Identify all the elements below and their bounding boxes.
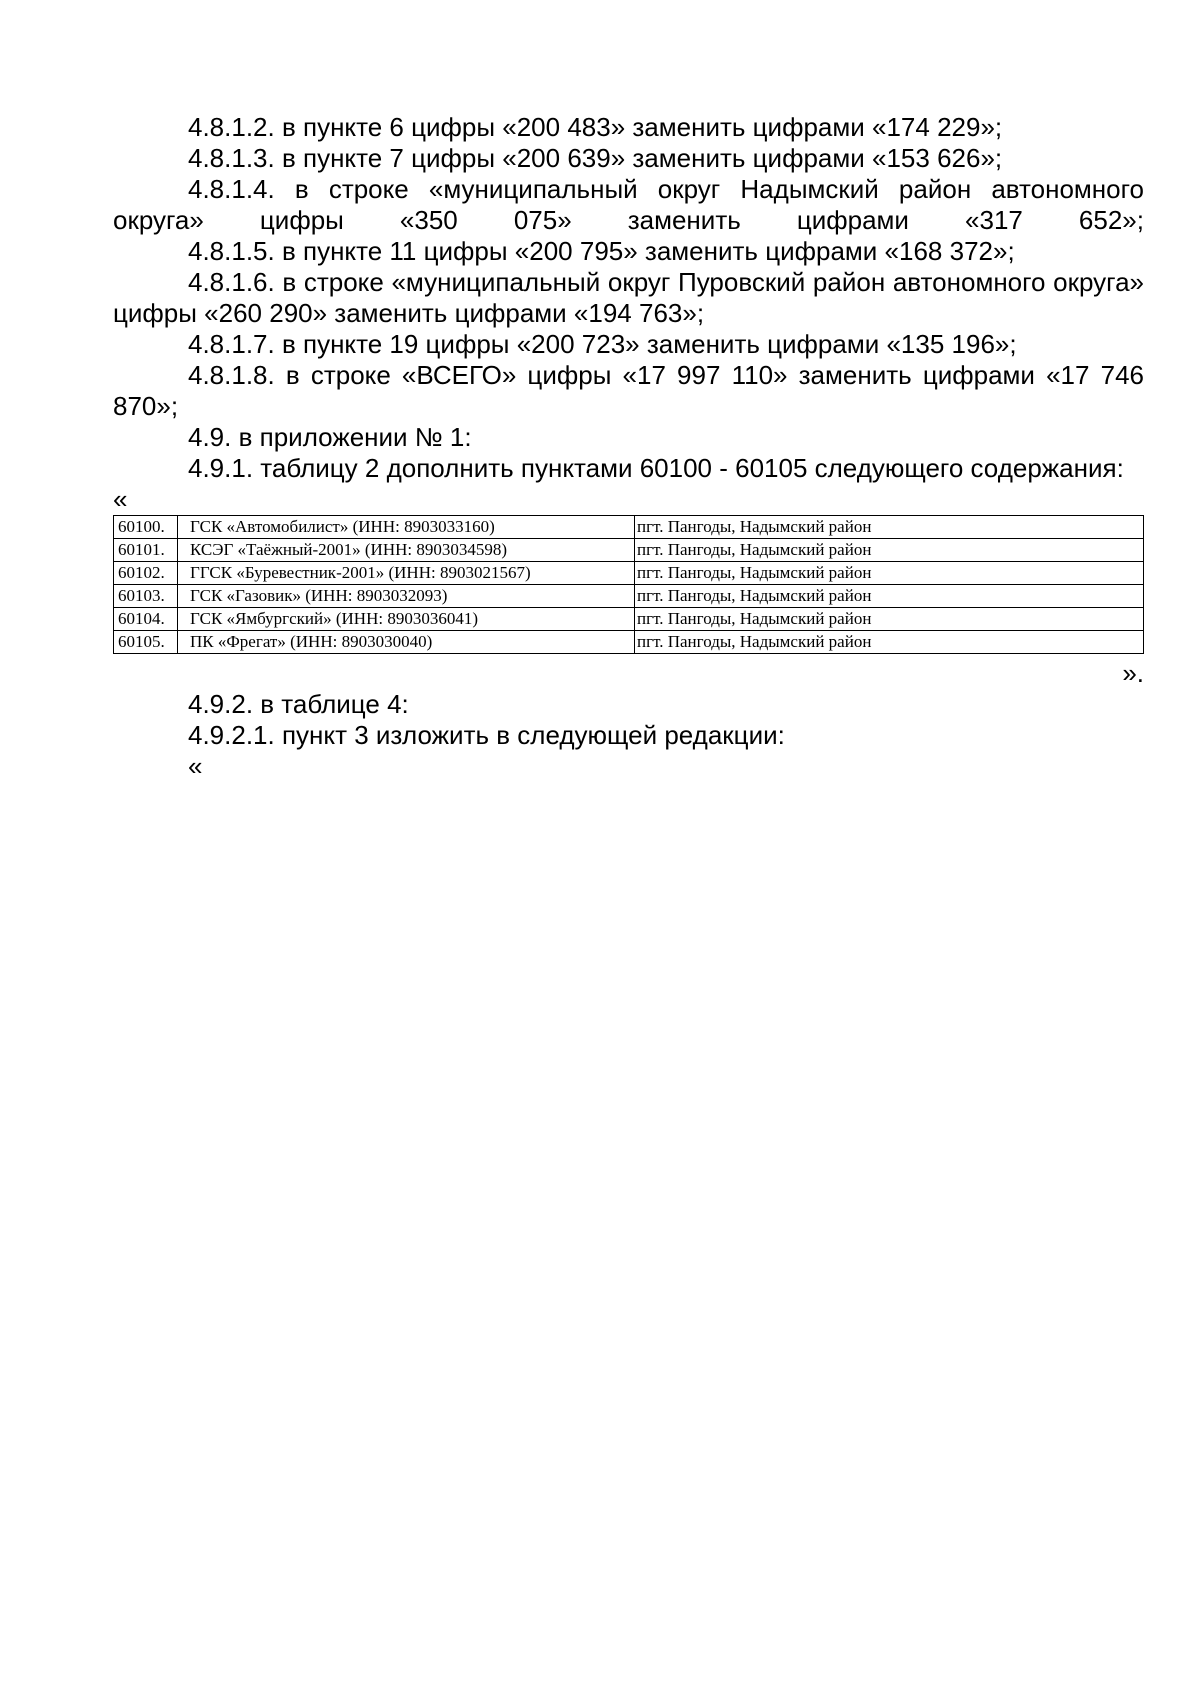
paragraph-4-9: 4.9. в приложении № 1: [188, 422, 472, 452]
row-organization: КСЭГ «Таёжный-2001» (ИНН: 8903034598) [178, 539, 635, 562]
quote-open-mark: « [113, 484, 128, 514]
row-location: пгт. Пангоды, Надымский район [635, 516, 1144, 539]
paragraph-4-8-1-6: 4.8.1.6. в строке «муниципальный округ Пуровский район автономного округа» цифры «260 290» заменить цифрами «194 763»; [113, 267, 1144, 328]
quote-close-mark: ». [1122, 658, 1144, 688]
table-row [114, 516, 1144, 539]
paragraph-4-8-1-7: 4.8.1.7. в пункте 19 цифры «200 723» заменить цифрами «135 196»; [188, 329, 1017, 359]
paragraph-4-8-1-5: 4.8.1.5. в пункте 11 цифры «200 795» заменить цифрами «168 372»; [188, 236, 1015, 266]
row-organization: ГГСК «Буревестник-2001» (ИНН: 8903021567) [178, 562, 635, 585]
paragraph-4-9-2: 4.9.2. в таблице 4: [188, 689, 409, 719]
table-row [114, 539, 1144, 562]
row-location: пгт. Пангоды, Надымский район [635, 631, 1144, 654]
row-organization: ГСК «Автомобилист» (ИНН: 8903033160) [178, 516, 635, 539]
row-organization: ГСК «Ямбургский» (ИНН: 8903036041) [178, 608, 635, 631]
paragraph-4-8-1-8: 4.8.1.8. в строке «ВСЕГО» цифры «17 997 110» заменить цифрами «17 746 870»; [113, 360, 1144, 421]
row-number: 60105. [114, 631, 178, 654]
paragraph-4-8-1-3: 4.8.1.3. в пункте 7 цифры «200 639» заменить цифрами «153 626»; [188, 143, 1003, 173]
row-number: 60100. [114, 516, 178, 539]
row-number: 60102. [114, 562, 178, 585]
row-organization: ГСК «Газовик» (ИНН: 8903032093) [178, 585, 635, 608]
row-number: 60103. [114, 585, 178, 608]
quote-open-mark-2: « [188, 751, 203, 781]
row-number: 60104. [114, 608, 178, 631]
row-location: пгт. Пангоды, Надымский район [635, 608, 1144, 631]
row-organization: ПК «Фрегат» (ИНН: 8903030040) [178, 631, 635, 654]
row-location: пгт. Пангоды, Надымский район [635, 585, 1144, 608]
row-number: 60101. [114, 539, 178, 562]
addition-table [113, 515, 1144, 654]
paragraph-4-8-1-2: 4.8.1.2. в пункте 6 цифры «200 483» заменить цифрами «174 229»; [188, 112, 1003, 142]
table-row [114, 562, 1144, 585]
row-location: пгт. Пангоды, Надымский район [635, 539, 1144, 562]
document-page [113, 112, 1144, 782]
paragraph-4-9-2-1: 4.9.2.1. пункт 3 изложить в следующей редакции: [188, 720, 785, 750]
row-location: пгт. Пангоды, Надымский район [635, 562, 1144, 585]
table-row [114, 608, 1144, 631]
table-row [114, 631, 1144, 654]
paragraph-4-9-1: 4.9.1. таблицу 2 дополнить пунктами 60100 - 60105 следующего содержания: [188, 453, 1124, 483]
table-row [114, 585, 1144, 608]
paragraph-4-8-1-4: 4.8.1.4. в строке «муниципальный округ Надымский район автономного округа» цифры «350 075» заменить цифрами «317 652»; [113, 174, 1144, 235]
